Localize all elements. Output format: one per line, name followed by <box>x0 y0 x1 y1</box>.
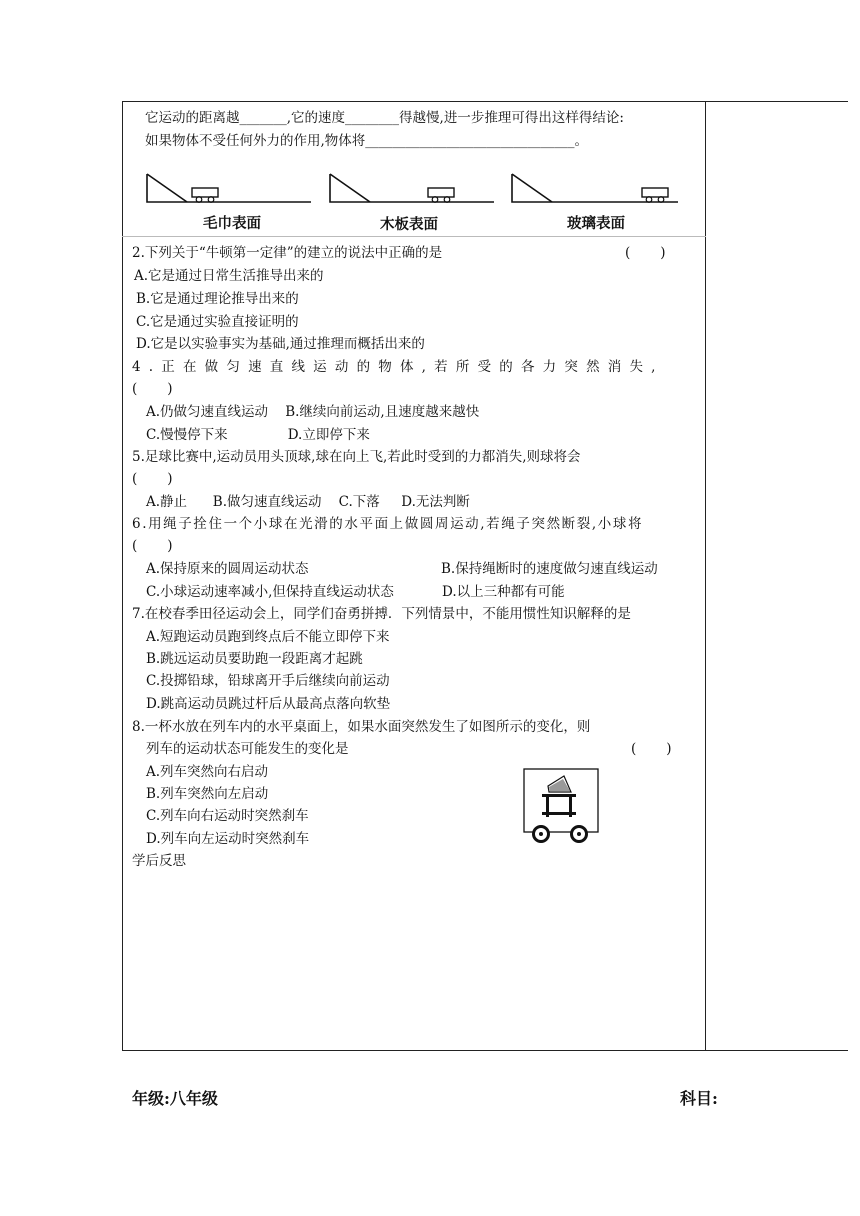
q8-answer-paren: ( ) <box>631 741 672 757</box>
caption-towel: 毛巾表面 <box>203 216 261 232</box>
intro-line-2: 如果物体不受任何外力的作用,物体将_______________________________。 <box>145 133 589 149</box>
reflection-label: 学后反思 <box>132 853 186 869</box>
q8-stem-line-1: 8.一杯水放在列车内的水平桌面上，如果水面突然发生了如图所示的变化，则 <box>132 719 591 735</box>
q4-options-row-2: C.慢慢停下来 D.立即停下来 <box>146 427 370 443</box>
q7-option-b: B.跳远运动员要助跑一段距离才起跳 <box>146 651 363 667</box>
q6-stem: 6.用绳子拴住一个小球在光滑的水平面上做圆周运动,若绳子突然断裂,小球将 <box>132 516 644 532</box>
q4-stem: 4.正在做匀速直线运动的物体,若所受的各力突然消失, <box>132 359 664 375</box>
q5-stem: 5.足球比赛中,运动员用头顶球,球在向上飞,若此时受到的力都消失,则球将会 <box>132 449 581 465</box>
q8-option-b: B.列车突然向左启动 <box>146 786 269 802</box>
side-column-divider <box>705 101 706 1051</box>
q7-option-c: C.投掷铅球，铅球离开手后继续向前运动 <box>146 673 390 689</box>
q2-answer-paren: ( ) <box>625 245 666 261</box>
q2-option-b: B.它是通过理论推导出来的 <box>136 291 299 307</box>
q5-options-row: A.静止 B.做匀速直线运动 C.下落 D.无法判断 <box>146 494 470 510</box>
q5-answer-paren: ( ) <box>132 471 173 487</box>
q6-option-d: D.以上三种都有可能 <box>442 584 565 600</box>
subject-label: 科目: <box>680 1089 718 1108</box>
intro-line-1: 它运动的距离越_______,它的速度________得越慢,进一步推理可得出这样得结论: <box>145 110 624 126</box>
q2-option-c: C.它是通过实验直接证明的 <box>136 314 299 330</box>
q6-option-b: B.保持绳断时的速度做匀速直线运动 <box>441 561 658 577</box>
caption-wood: 木板表面 <box>380 217 438 233</box>
q7-stem: 7.在校春季田径运动会上，同学们奋勇拼搏．下列情景中，不能用惯性知识解释的是 <box>132 606 631 622</box>
train-car-diagram <box>522 768 600 848</box>
q8-option-c: C.列车向右运动时突然刹车 <box>146 808 309 824</box>
q6-option-c: C.小球运动速率减小,但保持直线运动状态 <box>146 584 394 600</box>
q2-stem: 2.下列关于“牛顿第一定律”的建立的说法中正确的是 <box>132 245 443 261</box>
q6-option-a: A.保持原来的圆周运动状态 <box>146 561 309 577</box>
q2-option-d: D.它是以实验事实为基础,通过推理而概括出来的 <box>136 336 425 352</box>
q6-answer-paren: ( ) <box>132 538 173 554</box>
grade-label: 年级:八年级 <box>132 1089 218 1108</box>
figure-separator <box>122 236 706 237</box>
q7-option-a: A.短跑运动员跑到终点后不能立即停下来 <box>146 629 390 645</box>
q4-answer-paren: ( ) <box>132 381 173 397</box>
q8-stem-line-2: 列车的运动状态可能发生的变化是 <box>146 741 349 757</box>
q2-option-a: A.它是通过日常生活推导出来的 <box>134 268 324 284</box>
q8-option-a: A.列车突然向右启动 <box>146 764 269 780</box>
caption-glass: 玻璃表面 <box>567 216 625 232</box>
q8-option-d: D.列车向左运动时突然刹车 <box>146 831 310 847</box>
q4-options-row-1: A.仍做匀速直线运动 B.继续向前运动,且速度越来越快 <box>146 404 480 420</box>
q7-option-d: D.跳高运动员跳过杆后从最高点落向软垫 <box>146 696 391 712</box>
